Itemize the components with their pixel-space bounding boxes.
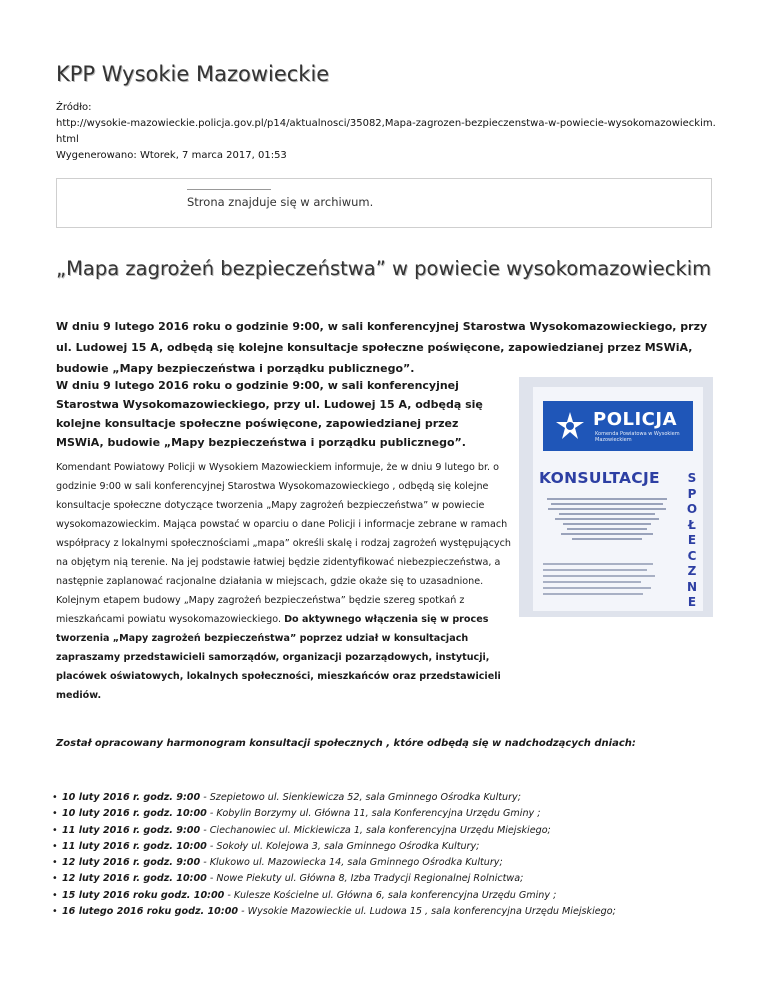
schedule-date: 12 luty 2016 r. godz. 9:00 [62,857,201,869]
poster-vertical-word [685,471,699,611]
schedule-date: 12 luty 2016 r. godz. 10:00 [62,873,207,885]
archive-notice: Strona znajduje się w archiwum. [187,195,374,209]
schedule-heading: Został opracowany harmonogram konsultacji społecznych , które odbędą się w nadchodzących dniach: [56,738,636,749]
schedule-place: - Wysokie Mazowieckie ul. Ludowa 15 , sala konferencyjna Urzędu Miejskiego; [238,906,616,918]
article-lead: W dniu 9 lutego 2016 roku o godzinie 9:00, w sali konferencyjnej Starostwa Wysokomazowieckiego, przy ul. Ludowej 15 A, odbędą się kolejne konsultacje społeczne poświęcone, zapowiedzianej przez MSWiA, budowie „Mapy bezpieczeństwa i porządku publicznego”. [56,320,708,375]
poster-paper [533,387,703,611]
list-item [52,888,616,904]
poster-letter: Ł [688,517,696,532]
list-item [52,823,616,839]
poster-letter: C [687,548,697,563]
consultation-poster-image [519,377,713,617]
list-item [52,855,616,871]
article-title: „Mapa zagrożeń bezpieczeństwa” w powiecie wysokomazowieckim [56,257,712,280]
article-lead-repeat: W dniu 9 lutego 2016 roku o godzinie 9:00, w sali konferencyjnej Starostwa Wysokomazowieckiego, przy ul. Ludowej 15 A, odbędą się kolejne konsultacje społeczne poświęcone, zapowiedzianej przez MSWiA, budowie „Mapy bezpieczeństwa i porządku publicznego”. [56,379,483,449]
poster-logo-text: POLICJA [593,409,677,430]
poster-schedule-lines [543,563,663,599]
list-item [52,839,616,855]
poster-letter: E [687,595,697,609]
site-title: KPP Wysokie Mazowieckie [56,62,330,86]
schedule-date: 11 luty 2016 r. godz. 9:00 [62,824,201,836]
poster-letter: P [687,486,697,501]
police-star-icon [555,411,585,441]
poster-headline: KONSULTACJE [539,469,660,487]
source-meta [56,100,716,164]
poster-letter: N [686,579,698,594]
schedule-place: - Sokoły ul. Kolejowa 3, sala Gminnego Ośrodka Kultury; [206,840,480,852]
schedule-place: - Klukowo ul. Mazowiecka 14, sala Gminnego Ośrodka Kultury; [200,857,503,869]
poster-banner [543,401,693,451]
archive-notice-box [56,178,712,228]
list-item [52,904,616,920]
archive-divider [187,189,271,190]
poster-letter: E [687,533,697,547]
source-label: Źródło: [56,102,92,113]
poster-subtitle: Komenda Powiatowa w Wysokiem Mazowieckiem [595,431,680,443]
poster-letter: S [687,471,697,485]
schedule-list [52,790,616,920]
poster-text-lines [543,495,671,543]
schedule-place: - Szepietowo ul. Sienkiewicza 52, sala Gminnego Ośrodka Kultury; [200,792,521,803]
generated-timestamp: Wygenerowano: Wtorek, 7 marca 2017, 01:53 [56,150,287,161]
schedule-date: 15 luty 2016 roku godz. 10:00 [62,889,225,901]
schedule-place: - Nowe Piekuty ul. Główna 8, Izba Tradycji Regionalnej Rolnictwa; [206,873,524,885]
source-url[interactable]: http://wysokie-mazowieckie.policja.gov.pl/p14/aktualnosci/35082,Mapa-zagrozen-bezpieczenstwa-w-powiecie-wysokomazowieckim.html [56,118,716,145]
schedule-place: - Ciechanowiec ul. Mickiewicza 1, sala konferencyjna Urzędu Miejskiego; [200,824,551,836]
article-body-text: Komendant Powiatowy Policji w Wysokiem Mazowieckiem informuje, że w dniu 9 lutego br. o godzinie 9:00 w sali konferencyjnej Starostwa Wysokomazowieckiego , odbędą się kolejne konsultacje społeczne dotyczące tworzenia „Mapy zagrożeń bezpieczeństwa” w powiecie wysokomazowieckim. Mająca powstać w oparciu o dane Policji i informacje zebrane w ramach współpracy z lokalnymi społecznościami „mapa” określi skalę i rodzaj zagrożeń występujących na objętym nią terenie. Na jej podstawie łatwiej będzie zidentyfikować niebezpieczeństwa, a następnie zaplanować racjonalne działania w miejscach, gdzie okaże się to uzasadnione. Kolejnym etapem budowy „Mapy zagrożeń bezpieczeństwa” będzie szereg spotkań z mieszkańcami powiatu wysokomazowieckiego. [56,462,511,625]
list-item [52,871,616,887]
article-body [56,458,518,705]
schedule-date: 10 luty 2016 r. godz. 10:00 [62,808,207,820]
list-item [52,806,616,822]
schedule-place: - Kulesze Kościelne ul. Główna 6, sala konferencyjna Urzędu Gminy ; [224,889,557,901]
article-invitation: Do aktywnego włączenia się w proces tworzenia „Mapy zagrożeń bezpieczeństwa” poprzez udział w konsultacjach zapraszamy przedstawicieli samorządów, organizacji pozarządowych, instytucji, placówek oświatowych, lokalnych społeczności, mieszkańców oraz przedstawicieli mediów. [56,614,501,701]
schedule-date: 11 luty 2016 r. godz. 10:00 [62,840,207,852]
schedule-date: 10 luty 2016 r. godz. 9:00 [62,792,201,803]
poster-letter: O [686,502,698,516]
schedule-place: - Kobylin Borzymy ul. Główna 11, sala Konferencyjna Urzędu Gminy ; [206,808,541,820]
schedule-date: 16 lutego 2016 roku godz. 10:00 [62,906,239,918]
poster-letter: Z [687,564,697,578]
list-item [52,790,616,806]
